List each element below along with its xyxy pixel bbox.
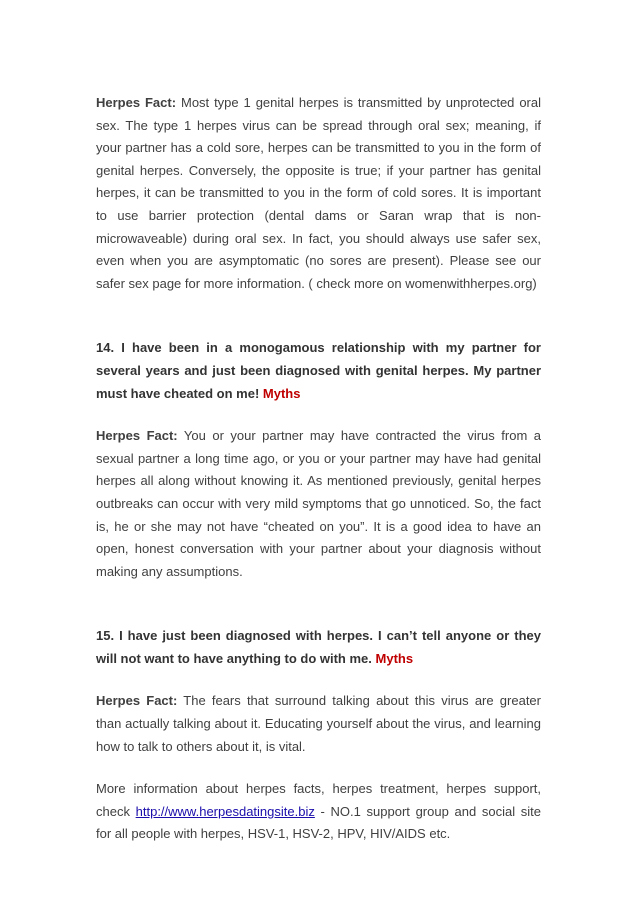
question-text: 14. I have been in a monogamous relationship with my partner for several years and just been diagnosed with genital herpes. My partner must have cheated on me! <box>96 340 541 401</box>
fact-paragraph-1 <box>96 92 541 295</box>
spacer <box>96 405 541 425</box>
myths-label: Myths <box>375 650 414 666</box>
question-15 <box>96 625 541 670</box>
fact-label: Herpes Fact: <box>96 693 178 709</box>
spacer <box>96 670 541 690</box>
spacer <box>96 583 541 625</box>
question-text: 15. I have just been diagnosed with herpes. I can’t tell anyone or they will not want to have anything to do with me. <box>96 628 541 666</box>
question-14 <box>96 337 541 405</box>
more-info-intro: More information about herpes facts, herpes treatment, herpes support, check <box>96 781 541 819</box>
herpesdatingsite-link[interactable]: http://www.herpesdatingsite.biz <box>135 803 315 819</box>
spacer <box>96 758 541 778</box>
more-info-outro: - NO.1 support group and social site for all people with herpes, HSV-1, HSV-2, HPV, HIV/AIDS etc. <box>96 803 541 842</box>
spacer <box>96 295 541 337</box>
more-info-paragraph <box>96 778 541 846</box>
document-page <box>96 92 541 846</box>
myths-label: Myths <box>262 385 301 401</box>
fact-text: Most type 1 genital herpes is transmitted by unprotected oral sex. The type 1 herpes virus can be spread through oral sex; meaning, if your partner has a cold sore, herpes can be transmitted to you in the form of genital herpes. Conversely, the opposite is true; if your partner has genital herpes, it can be transmitted to you in the form of cold sores. It is important to use barrier protection (dental dams or Saran wrap that is non-microwaveable) during oral sex. In fact, you should always use safer sex, even when you are asymptomatic (no sores are present). Please see our safer sex page for more information. ( check more on womenwithherpes.org) <box>96 95 542 291</box>
fact-text: The fears that surround talking about this virus are greater than actually talking about it. Educating yourself about the virus, and learning how to talk to others about it, is vital. <box>96 693 541 754</box>
fact-paragraph-14 <box>96 425 541 583</box>
fact-text: You or your partner may have contracted the virus from a sexual partner a long time ago, or you or your partner may have had genital herpes all along without knowing it. As mentioned previously, genital herpes outbreaks can occur with very mild symptoms that go unnoticed. So, the fact is, he or she may not have “cheated on you”. It is a good idea to have an open, honest conversation with your partner about your diagnosis without making any assumptions. <box>96 428 542 579</box>
fact-label: Herpes Fact: <box>96 428 178 444</box>
fact-label: Herpes Fact: <box>96 95 177 110</box>
fact-paragraph-15 <box>96 690 541 758</box>
